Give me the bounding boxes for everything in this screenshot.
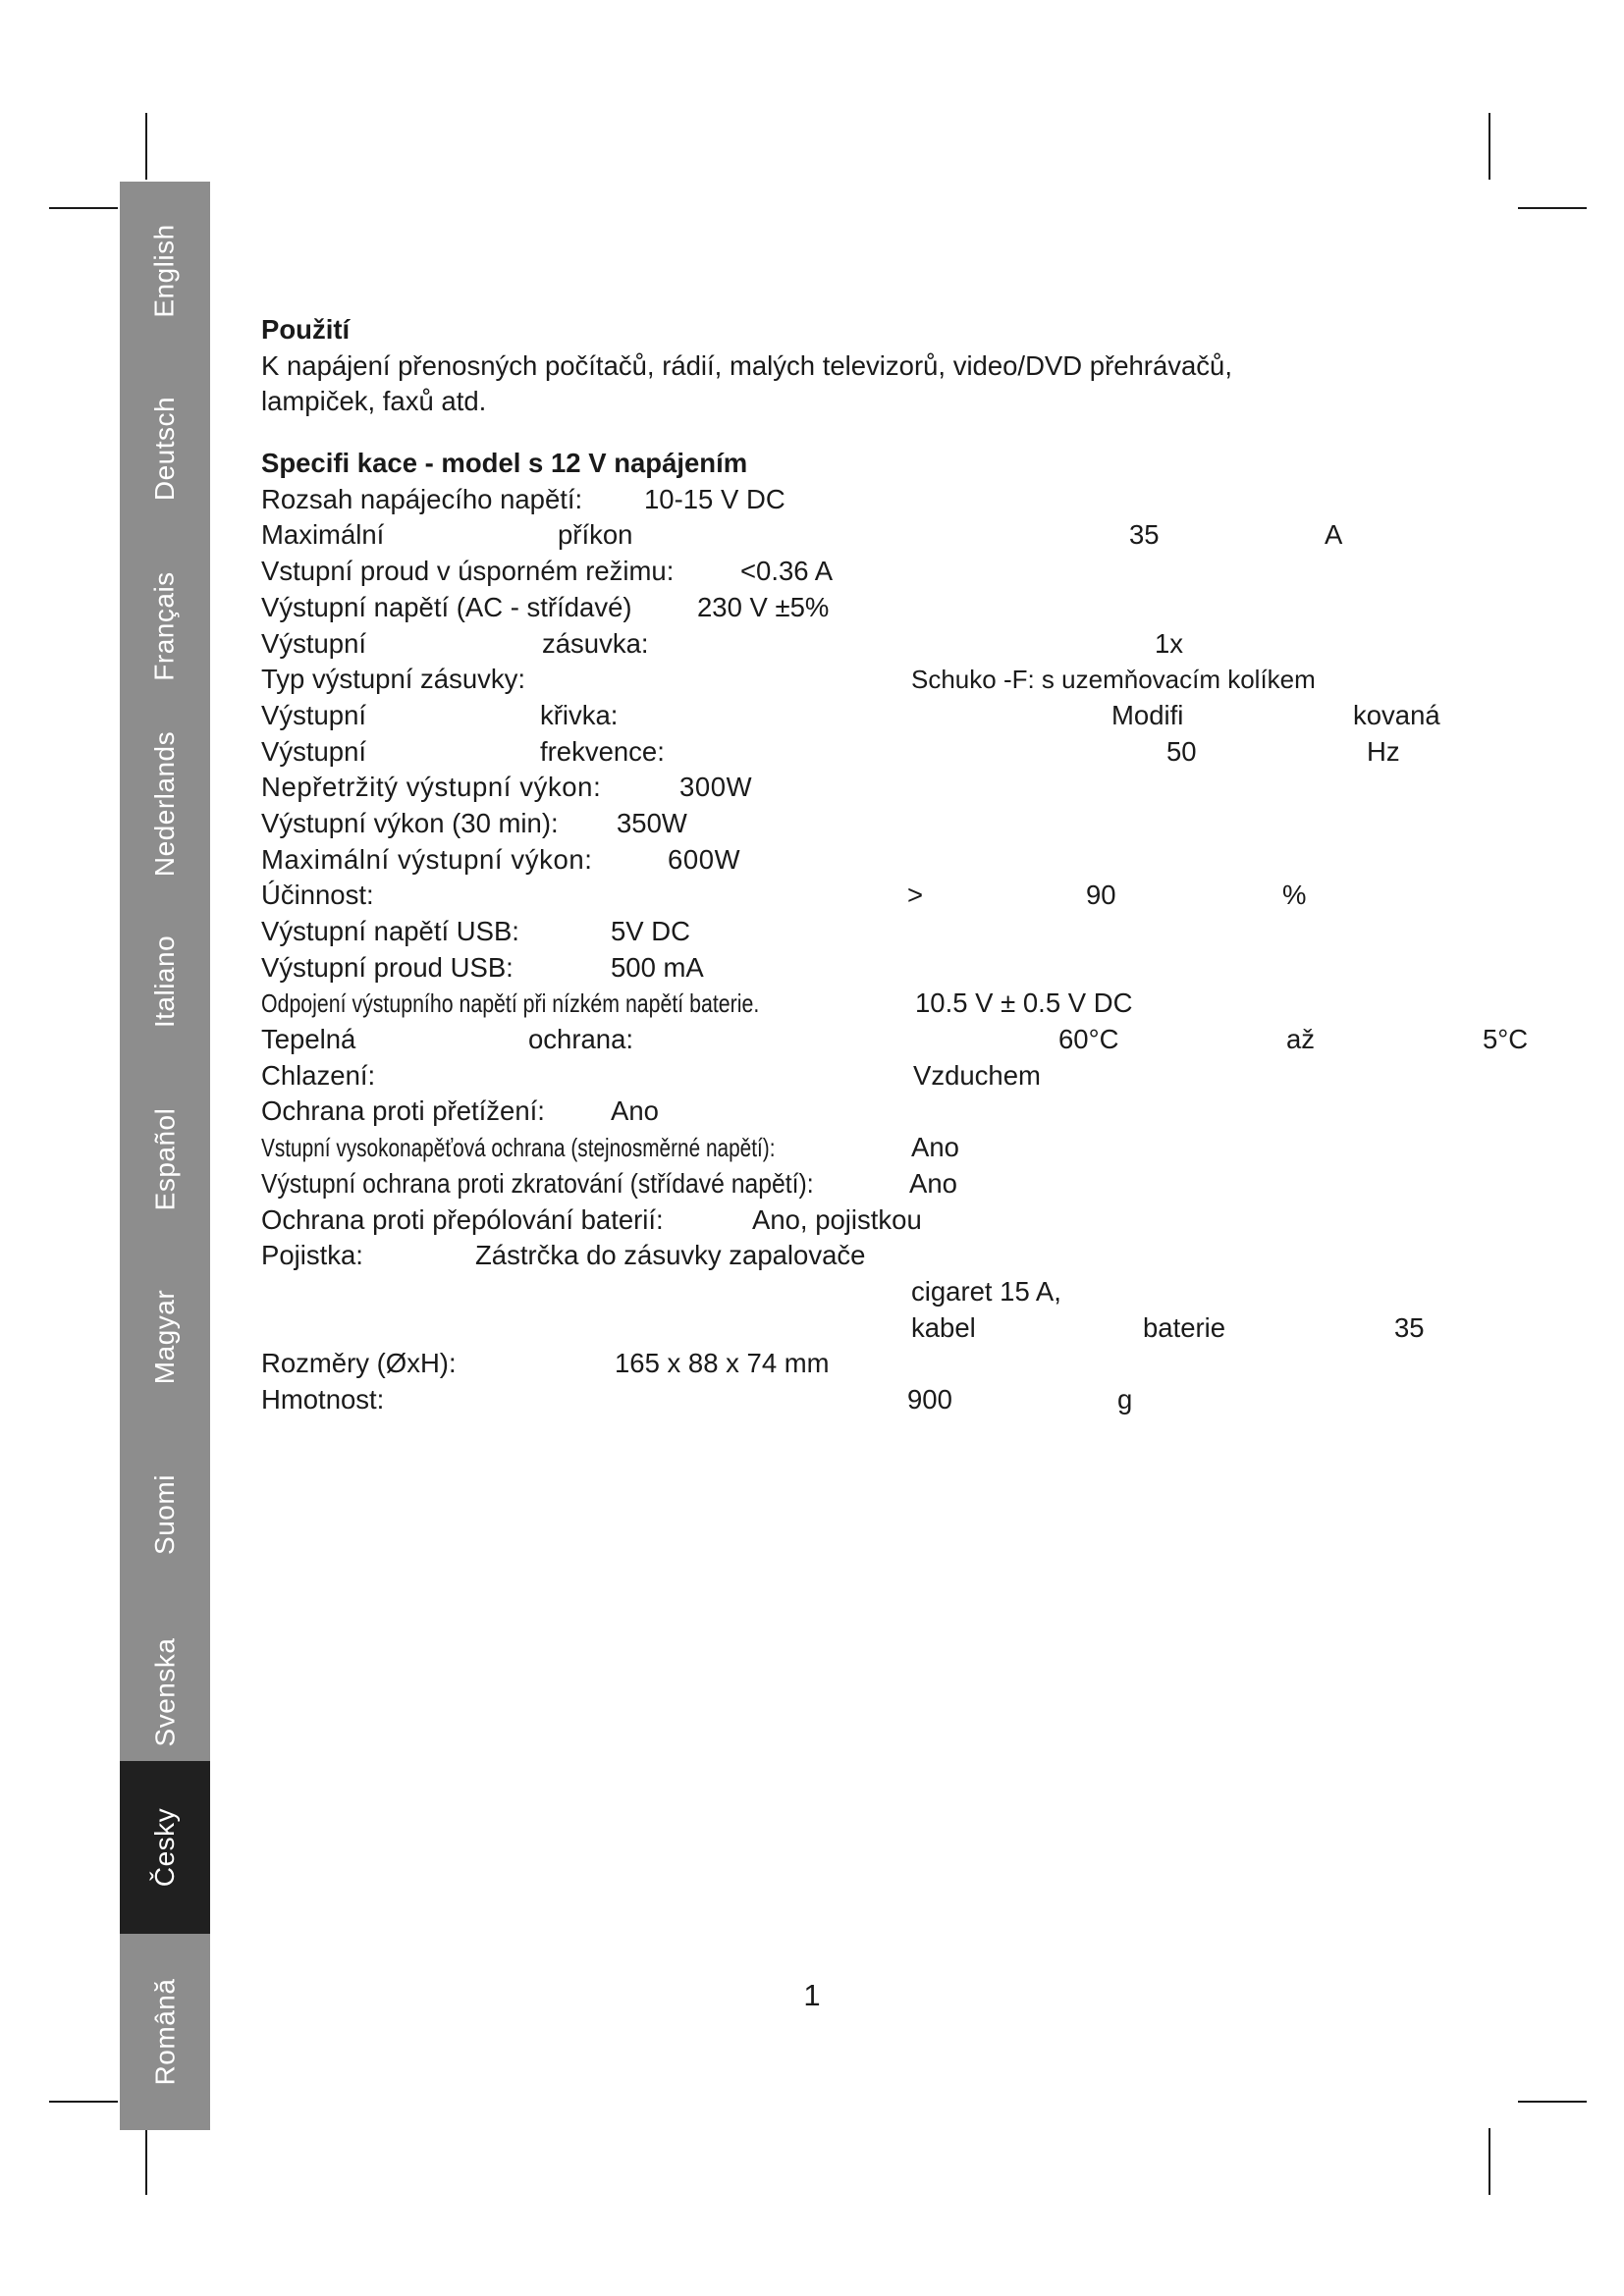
lang-tab-italiano[interactable]: Italiano xyxy=(149,934,181,1028)
lang-tab-francais[interactable]: Français xyxy=(149,570,180,681)
spec-row: cigaret 15 A, xyxy=(911,1275,1061,1307)
usage-heading: Použití xyxy=(261,314,351,345)
lang-tab-cesky[interactable]: Česky xyxy=(120,1761,210,1934)
usage-text: K napájení přenosných počítačů, rádií, malých televizorů, video/DVD přehrávačů, xyxy=(261,349,1232,381)
crop-mark xyxy=(1489,113,1490,180)
crop-mark xyxy=(49,2101,118,2103)
spec-row: Chlazení: Vzduchem xyxy=(261,1059,1041,1091)
spec-row: Rozměry (ØxH): 165 x 88 x 74 mm xyxy=(261,1348,830,1379)
spec-row: Hmotnost: 900 g xyxy=(261,1383,1133,1415)
spec-row: Výstupní ochrana proti zkratování (střídavé napětí): Ano xyxy=(261,1167,957,1199)
spec-row: Typ výstupní zásuvky: Schuko -F: s uzemňovacím kolíkem xyxy=(261,664,1316,695)
spec-row: Ochrana proti přetížení: Ano xyxy=(261,1095,659,1127)
crop-mark xyxy=(49,207,118,209)
specs-heading: Specifi kace - model s 12 V napájením xyxy=(261,448,748,479)
crop-mark xyxy=(145,113,147,180)
spec-row: Vstupní vysokonapěťová ochrana (stejnosměrné napětí): Ano xyxy=(261,1132,959,1163)
lang-tab-suomi[interactable]: Suomi xyxy=(149,1473,180,1555)
spec-row: Výstupní frekvence: 50 Hz xyxy=(261,735,1400,767)
spec-row: Výstupní proud USB: 500 mA xyxy=(261,951,704,983)
spec-row: Vstupní proud v úsporném režimu: <0.36 A xyxy=(261,556,834,587)
spec-row: Účinnost: > 90 % xyxy=(261,880,1307,911)
spec-row: Výstupní výkon (30 min): 350W xyxy=(261,807,687,838)
spec-row: Maximální příkon 35 A xyxy=(261,519,1343,551)
spec-row: Pojistka: Zástrčka do zásuvky zapalovače xyxy=(261,1240,866,1271)
spec-row: kabel baterie 35 xyxy=(911,1311,1425,1343)
page-content xyxy=(261,312,1567,1418)
spec-row: Výstupní křivka: Modifi kovaná xyxy=(261,699,1440,730)
usage-text: lampiček, faxů atd. xyxy=(261,386,487,417)
lang-tab-espanol[interactable]: Español xyxy=(149,1107,180,1210)
spec-row: Výstupní napětí (AC - střídavé) 230 V ±5% xyxy=(261,591,830,622)
spec-row: Odpojení výstupního napětí při nízkém napětí baterie. 10.5 V ± 0.5 V DC xyxy=(261,988,1133,1019)
lang-tab-english[interactable]: English xyxy=(149,223,180,318)
spec-row: Výstupní napětí USB: 5V DC xyxy=(261,916,690,946)
spec-row: Tepelná ochrana: 60°C až 5°C xyxy=(261,1024,1529,1055)
crop-mark xyxy=(1518,207,1587,209)
crop-mark xyxy=(1489,2128,1490,2195)
spec-row: Maximální výstupní výkon: 600W xyxy=(261,843,741,875)
lang-tab-deutsch[interactable]: Deutsch xyxy=(149,396,180,501)
lang-tab-nederlands[interactable]: Nederlands xyxy=(149,730,181,877)
lang-tab-magyar[interactable]: Magyar xyxy=(149,1289,180,1384)
spec-row: Výstupní zásuvka: 1x xyxy=(261,627,1184,659)
lang-tab-svenska[interactable]: Svenska xyxy=(149,1637,180,1746)
lang-tab-romana[interactable]: Română xyxy=(149,1978,180,2086)
page-number: 1 xyxy=(803,1978,821,2012)
crop-mark xyxy=(145,2128,147,2195)
spec-row: Ochrana proti přepólování baterií: Ano, pojistkou xyxy=(261,1203,922,1235)
spec-row: Nepřetržitý výstupní výkon: 300W xyxy=(261,772,753,803)
spec-row: Rozsah napájecího napětí: 10-15 V DC xyxy=(261,483,785,514)
crop-mark xyxy=(1518,2101,1587,2103)
language-tabs xyxy=(120,182,210,2130)
